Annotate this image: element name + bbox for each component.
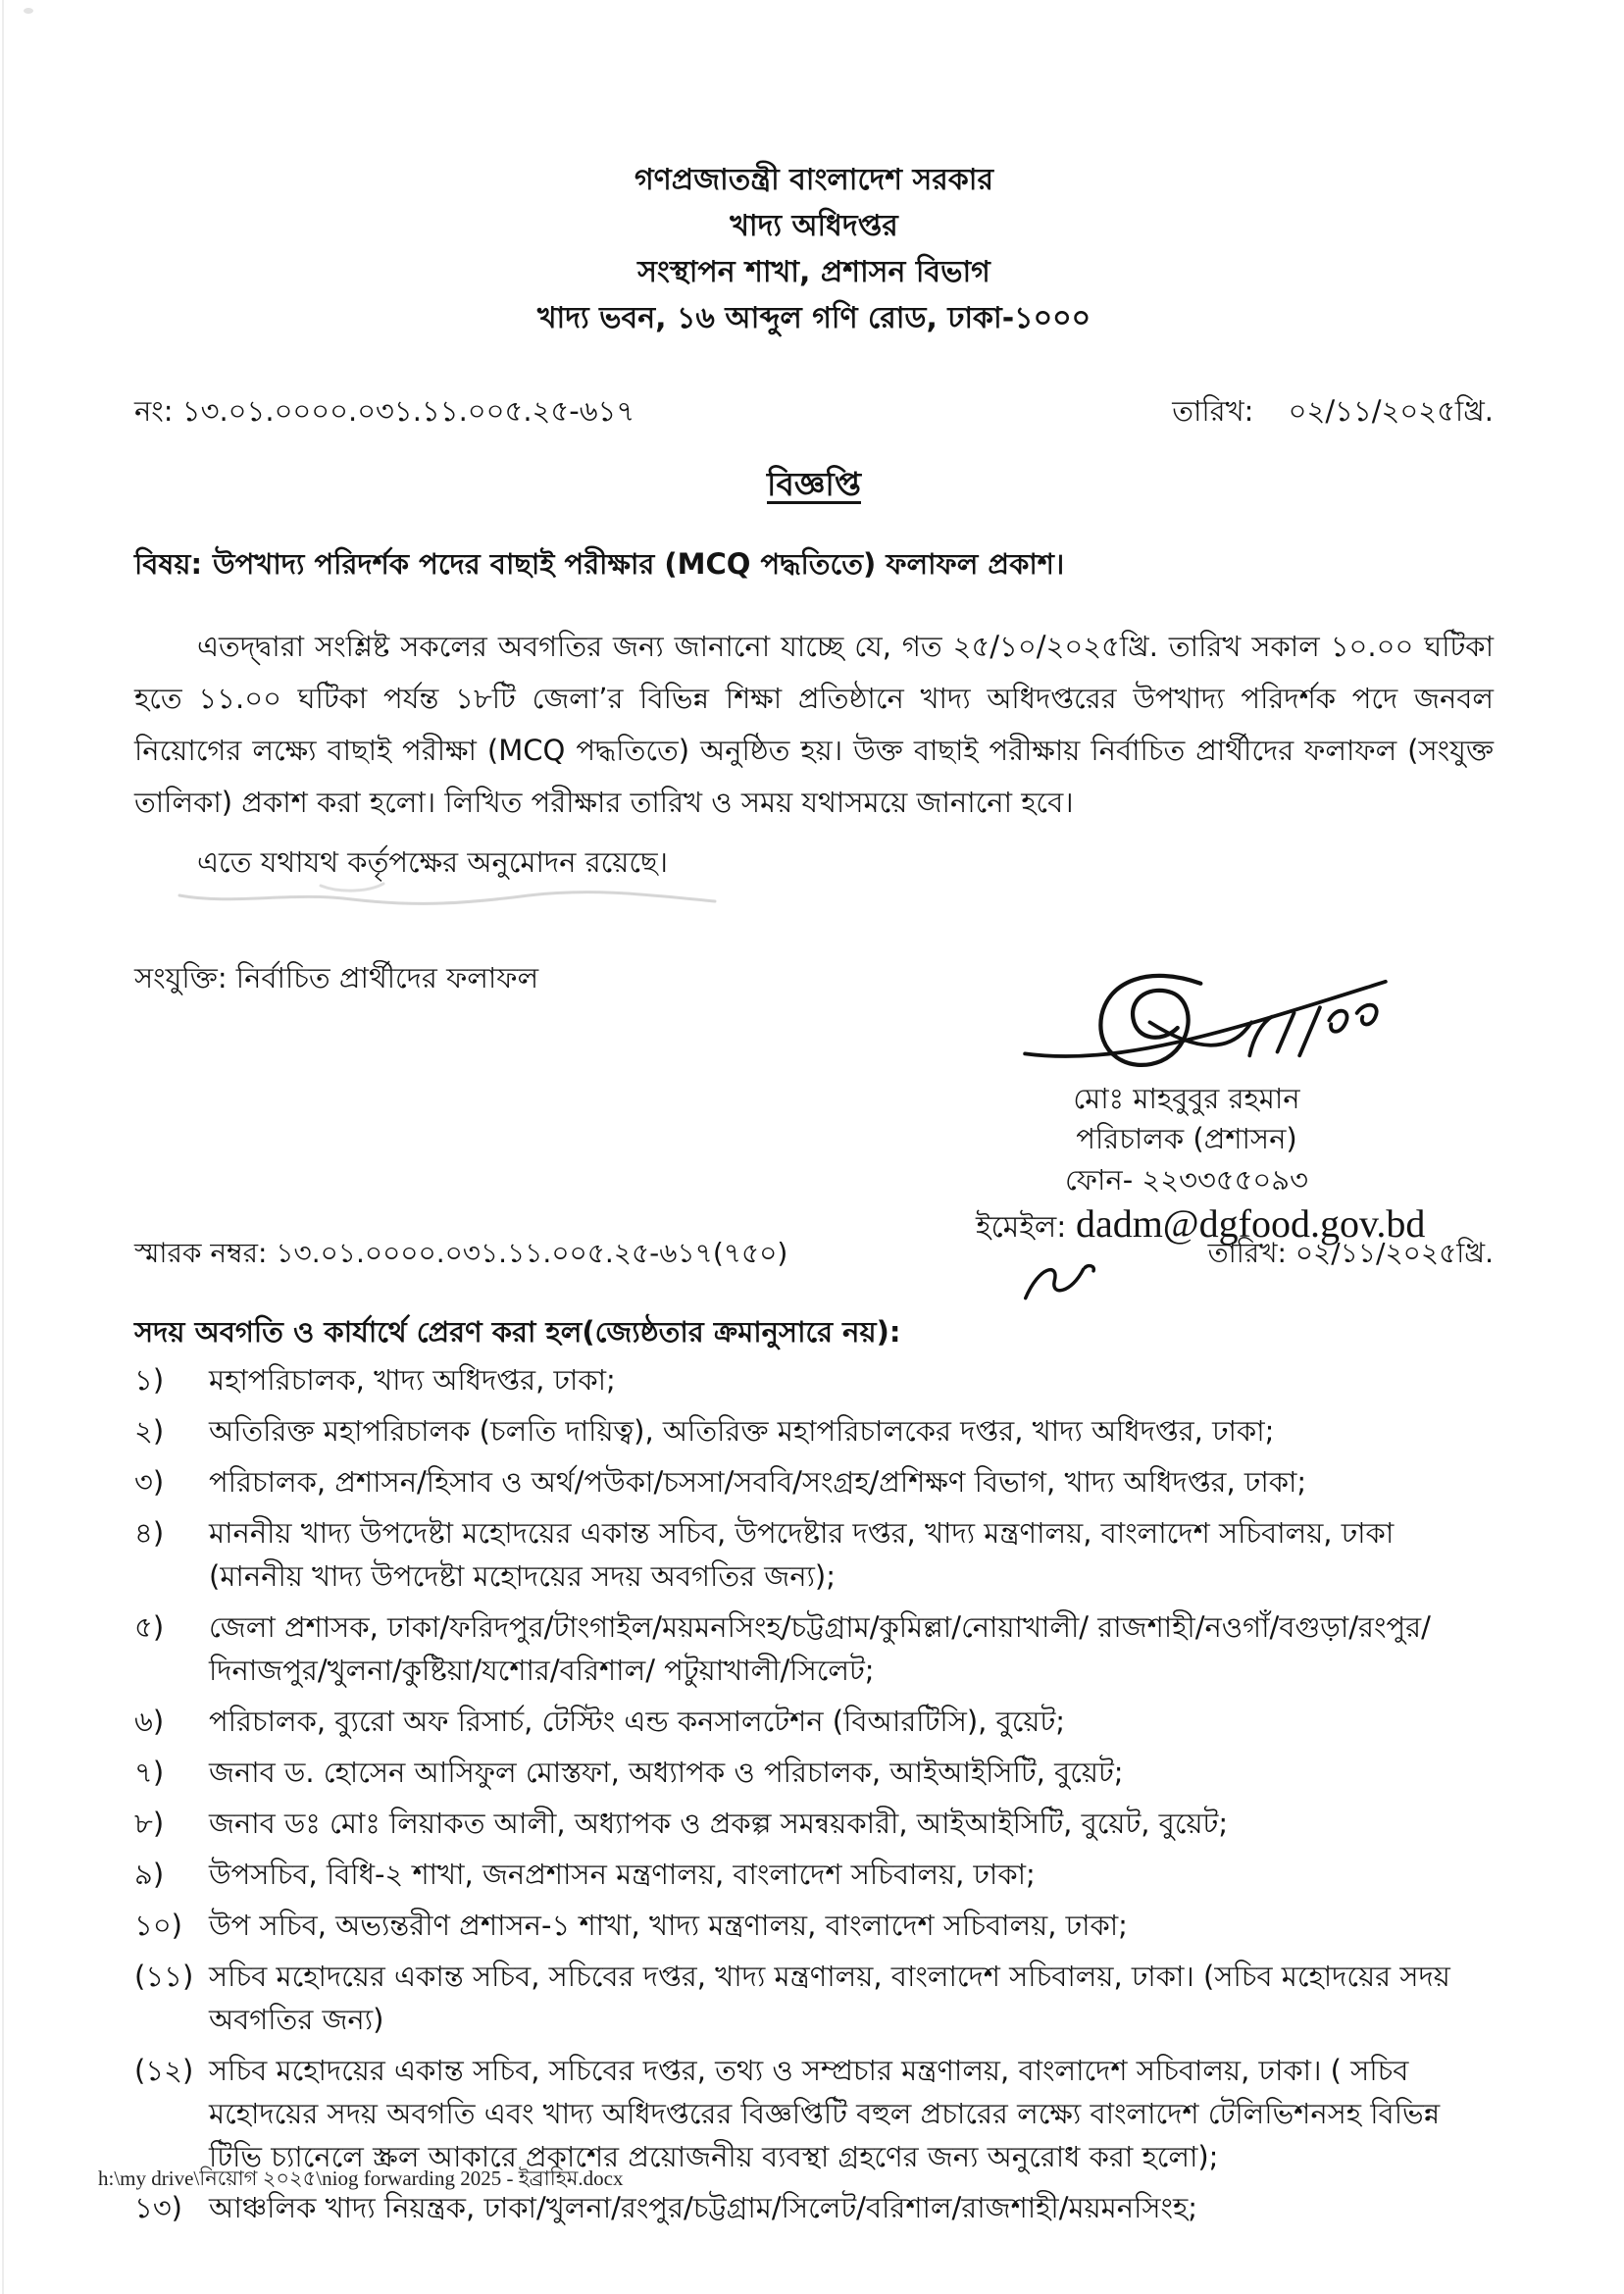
signer-designation: পরিচালক (প্রশাসন) — [1076, 1122, 1297, 1155]
item-text: মাননীয় খাদ্য উপদেষ্টা মহোদয়ের একান্ত সচিব, উপদেষ্টার দপ্তর, খাদ্য মন্ত্রণালয়, বাংলাদেশ সচিবালয়, ঢাকা (মাননীয় খাদ্য উপদেষ্টা মহোদয়ের সদয় অবগতির জন্য); — [209, 1516, 1395, 1593]
body-paragraph: এতদ্দ্বারা সংশ্লিষ্ট সকলের অবগতির জন্য জানানো যাচ্ছে যে, গত ২৫/১০/২০২৫খ্রি. তারিখ সকাল ১০.০০ ঘটিকা হতে ১১.০০ ঘটিকা পর্যন্ত ১৮টি জেলা’র বিভিন্ন শিক্ষা প্রতিষ্ঠানে খাদ্য অধিদপ্তরের উপখাদ্য পরিদর্শক পদে জনবল নিয়োগের লক্ষ্যে বাছাই পরীক্ষা (MCQ পদ্ধতিতে) অনুষ্ঠিত হয়। উক্ত বাছাই পরীক্ষায় নির্বাচিত প্রার্থীদের ফলাফল (সংযুক্ত তালিকা) প্রকাশ করা হলো। লিখিত পরীক্ষার তারিখ ও সময় যথাসময়ে জানানো হবে। — [134, 630, 1494, 819]
item-number: ১৩) — [134, 2191, 182, 2224]
reference-number: নং: ১৩.০১.০০০০.০৩১.১১.০০৫.২৫-৬১৭ — [134, 394, 635, 428]
item-number: ৫) — [134, 1610, 165, 1644]
list-item — [134, 1700, 1494, 1743]
list-item — [134, 1460, 1494, 1504]
item-text: জনাব ড. হোসেন আসিফুল মোস্তফা, অধ্যাপক ও পরিচালক, আইআইসিটি, বুয়েট; — [209, 1756, 1124, 1789]
memo-date: তারিখ: ০২/১১/২০২৫খ্রি. — [1207, 1237, 1494, 1269]
item-text: পরিচালক, ব্যুরো অফ রিসার্চ, টেস্টিং এন্ড কনসালটেশন (বিআরটিসি), বুয়েট; — [209, 1705, 1066, 1738]
reference-date-value: ০২/১১/২০২৫খ্রি. — [1288, 394, 1494, 428]
item-number: ৯) — [134, 1858, 165, 1891]
signer-phone: ফোন- ২২৩৩৫৫০৯৩ — [1065, 1163, 1308, 1197]
item-number: ১০) — [134, 1909, 182, 1942]
item-text: অতিরিক্ত মহাপরিচালক (চলতি দায়িত্ব), অতিরিক্ত মহাপরিচালকের দপ্তর, খাদ্য অধিদপ্তর, ঢাকা; — [209, 1414, 1275, 1448]
memo-number: স্মারক নম্বর: ১৩.০১.০০০০.০৩১.১১.০০৫.২৫-৬১৭(৭৫০) — [134, 1237, 788, 1269]
item-text: আঞ্চলিক খাদ্য নিয়ন্ত্রক, ঢাকা/খুলনা/রংপুর/চট্টগ্রাম/সিলেট/বরিশাল/রাজশাহী/ময়মনসিংহ; — [209, 2191, 1198, 2224]
signature-block — [976, 963, 1426, 1251]
subject-label: বিষয়: — [134, 547, 203, 581]
reference-date — [1172, 389, 1494, 437]
list-item — [134, 1853, 1494, 1896]
distribution-list — [134, 1358, 1494, 2237]
item-number: ২) — [134, 1414, 165, 1448]
file-path-footer: h:\my drive\নিয়োগ ২০২৫\niog forwarding 2025 - ইব্রাহিম.docx — [98, 2167, 624, 2190]
scan-dot-artifact — [24, 8, 33, 14]
item-text: সচিব মহোদয়ের একান্ত সচিব, সচিবের দপ্তর, খাদ্য মন্ত্রণালয়, বাংলাদেশ সচিবালয়, ঢাকা। (সচিব মহোদয়ের সদয় অবগতির জন্য) — [209, 1960, 1450, 2036]
letterhead-address: খাদ্য ভবন, ১৬ আব্দুল গণি রোড, ঢাকা-১০০০ — [536, 301, 1091, 335]
letterhead — [134, 157, 1494, 341]
item-text: জেলা প্রশাসক, ঢাকা/ফরিদপুর/টাংগাইল/ময়মনসিংহ/চট্টগ্রাম/কুমিল্লা/নোয়াখালী/ রাজশাহী/নওগাঁ/বগুড়া/রংপুর/দিনাজপুর/খুলনা/কুষ্টিয়া/যশোর/বরিশাল/ পটুয়াখালী/সিলেট; — [209, 1610, 1431, 1687]
item-number: (১১) — [134, 1960, 194, 1993]
list-item — [134, 1511, 1494, 1598]
item-number: ৪) — [134, 1516, 165, 1550]
item-text: পরিচালক, প্রশাসন/হিসাব ও অর্থ/পউকা/চসসা/সববি/সংগ্রহ/প্রশিক্ষণ বিভাগ, খাদ্য অধিদপ্তর, ঢাকা; — [209, 1465, 1307, 1499]
reference-row — [134, 389, 1494, 437]
list-item — [134, 1955, 1494, 2041]
item-number: ৭) — [134, 1756, 165, 1789]
item-number: ১) — [134, 1363, 165, 1397]
subject-text: উপখাদ্য পরিদর্শক পদের বাছাই পরীক্ষার (MCQ পদ্ধতিতে) ফলাফল প্রকাশ। — [213, 547, 1065, 581]
distribution-heading: সদয় অবগতি ও কার্যার্থে প্রেরণ করা হল(জ্যেষ্ঠতার ক্রমানুসারে নয়): — [134, 1315, 901, 1349]
pencil-smudge-mark — [174, 876, 723, 917]
list-item — [134, 2049, 1494, 2178]
list-item — [134, 1751, 1494, 1794]
item-number: ৩) — [134, 1465, 165, 1499]
list-item — [134, 1606, 1494, 1692]
signature-scribble — [1009, 963, 1401, 1093]
letterhead-government: গণপ্রজাতন্ত্রী বাংলাদেশ সরকার — [634, 163, 993, 197]
approval-line: এতে যথাযথ কর্তৃপক্ষের অনুমোদন রয়েছে। — [197, 845, 668, 879]
list-item — [134, 1409, 1494, 1453]
signer-email-line — [976, 1200, 1426, 1251]
item-number: (১২) — [134, 2054, 194, 2087]
item-text: উপসচিব, বিধি-২ শাখা, জনপ্রশাসন মন্ত্রণালয়, বাংলাদেশ সচিবালয়, ঢাকা; — [209, 1858, 1036, 1891]
subject-row — [134, 542, 1494, 590]
ink-scrawl-mark — [1013, 1257, 1111, 1308]
item-number: ৮) — [134, 1807, 165, 1840]
reference-date-label: তারিখ: — [1172, 394, 1254, 428]
list-item — [134, 1802, 1494, 1845]
list-item — [134, 1904, 1494, 1947]
item-text: জনাব ডঃ মোঃ লিয়াকত আলী, অধ্যাপক ও প্রকল্প সমন্বয়কারী, আইআইসিটি, বুয়েট, বুয়েট; — [209, 1807, 1229, 1840]
letterhead-branch: সংস্থাপন শাখা, প্রশাসন বিভাগ — [637, 255, 990, 289]
notice-title: বিজ্ঞপ্তি — [767, 465, 861, 503]
item-text: মহাপরিচালক, খাদ্য অধিদপ্তর, ঢাকা; — [209, 1363, 616, 1397]
item-text: উপ সচিব, অভ্যন্তরীণ প্রশাসন-১ শাখা, খাদ্য মন্ত্রণালয়, বাংলাদেশ সচিবালয়, ঢাকা; — [209, 1909, 1128, 1942]
scan-edge-artifact — [2, 0, 4, 2294]
attachment-line: সংযুক্তি: নির্বাচিত প্রার্থীদের ফলাফল — [134, 961, 539, 994]
item-text: সচিব মহোদয়ের একান্ত সচিব, সচিবের দপ্তর, তথ্য ও সম্প্রচার মন্ত্রণালয়, বাংলাদেশ সচিবালয়, ঢাকা। ( সচিব মহোদয়ের সদয় অবগতি এবং খাদ্য অধিদপ্তরের বিজ্ঞপ্তিটি বহুল প্রচারের লক্ষ্যে বাংলাদেশ টেলিভিশনসহ বিভিন্ন টিভি চ্যানেলে স্ক্রল আকারে প্রকাশের প্রয়োজনীয় ব্যবস্থা গ্রহণের জন্য অনুরোধ করা হলো); — [209, 2054, 1441, 2173]
email-value: dadm@dgfood.gov.bd — [1075, 1201, 1426, 1246]
item-number: ৬) — [134, 1705, 165, 1738]
email-label: ইমেইল: — [976, 1210, 1067, 1245]
letterhead-directorate: খাদ্য অধিদপ্তর — [730, 209, 898, 243]
signer-name: মোঃ মাহবুবুর রহমান — [1073, 1082, 1300, 1115]
list-item — [134, 1358, 1494, 1402]
